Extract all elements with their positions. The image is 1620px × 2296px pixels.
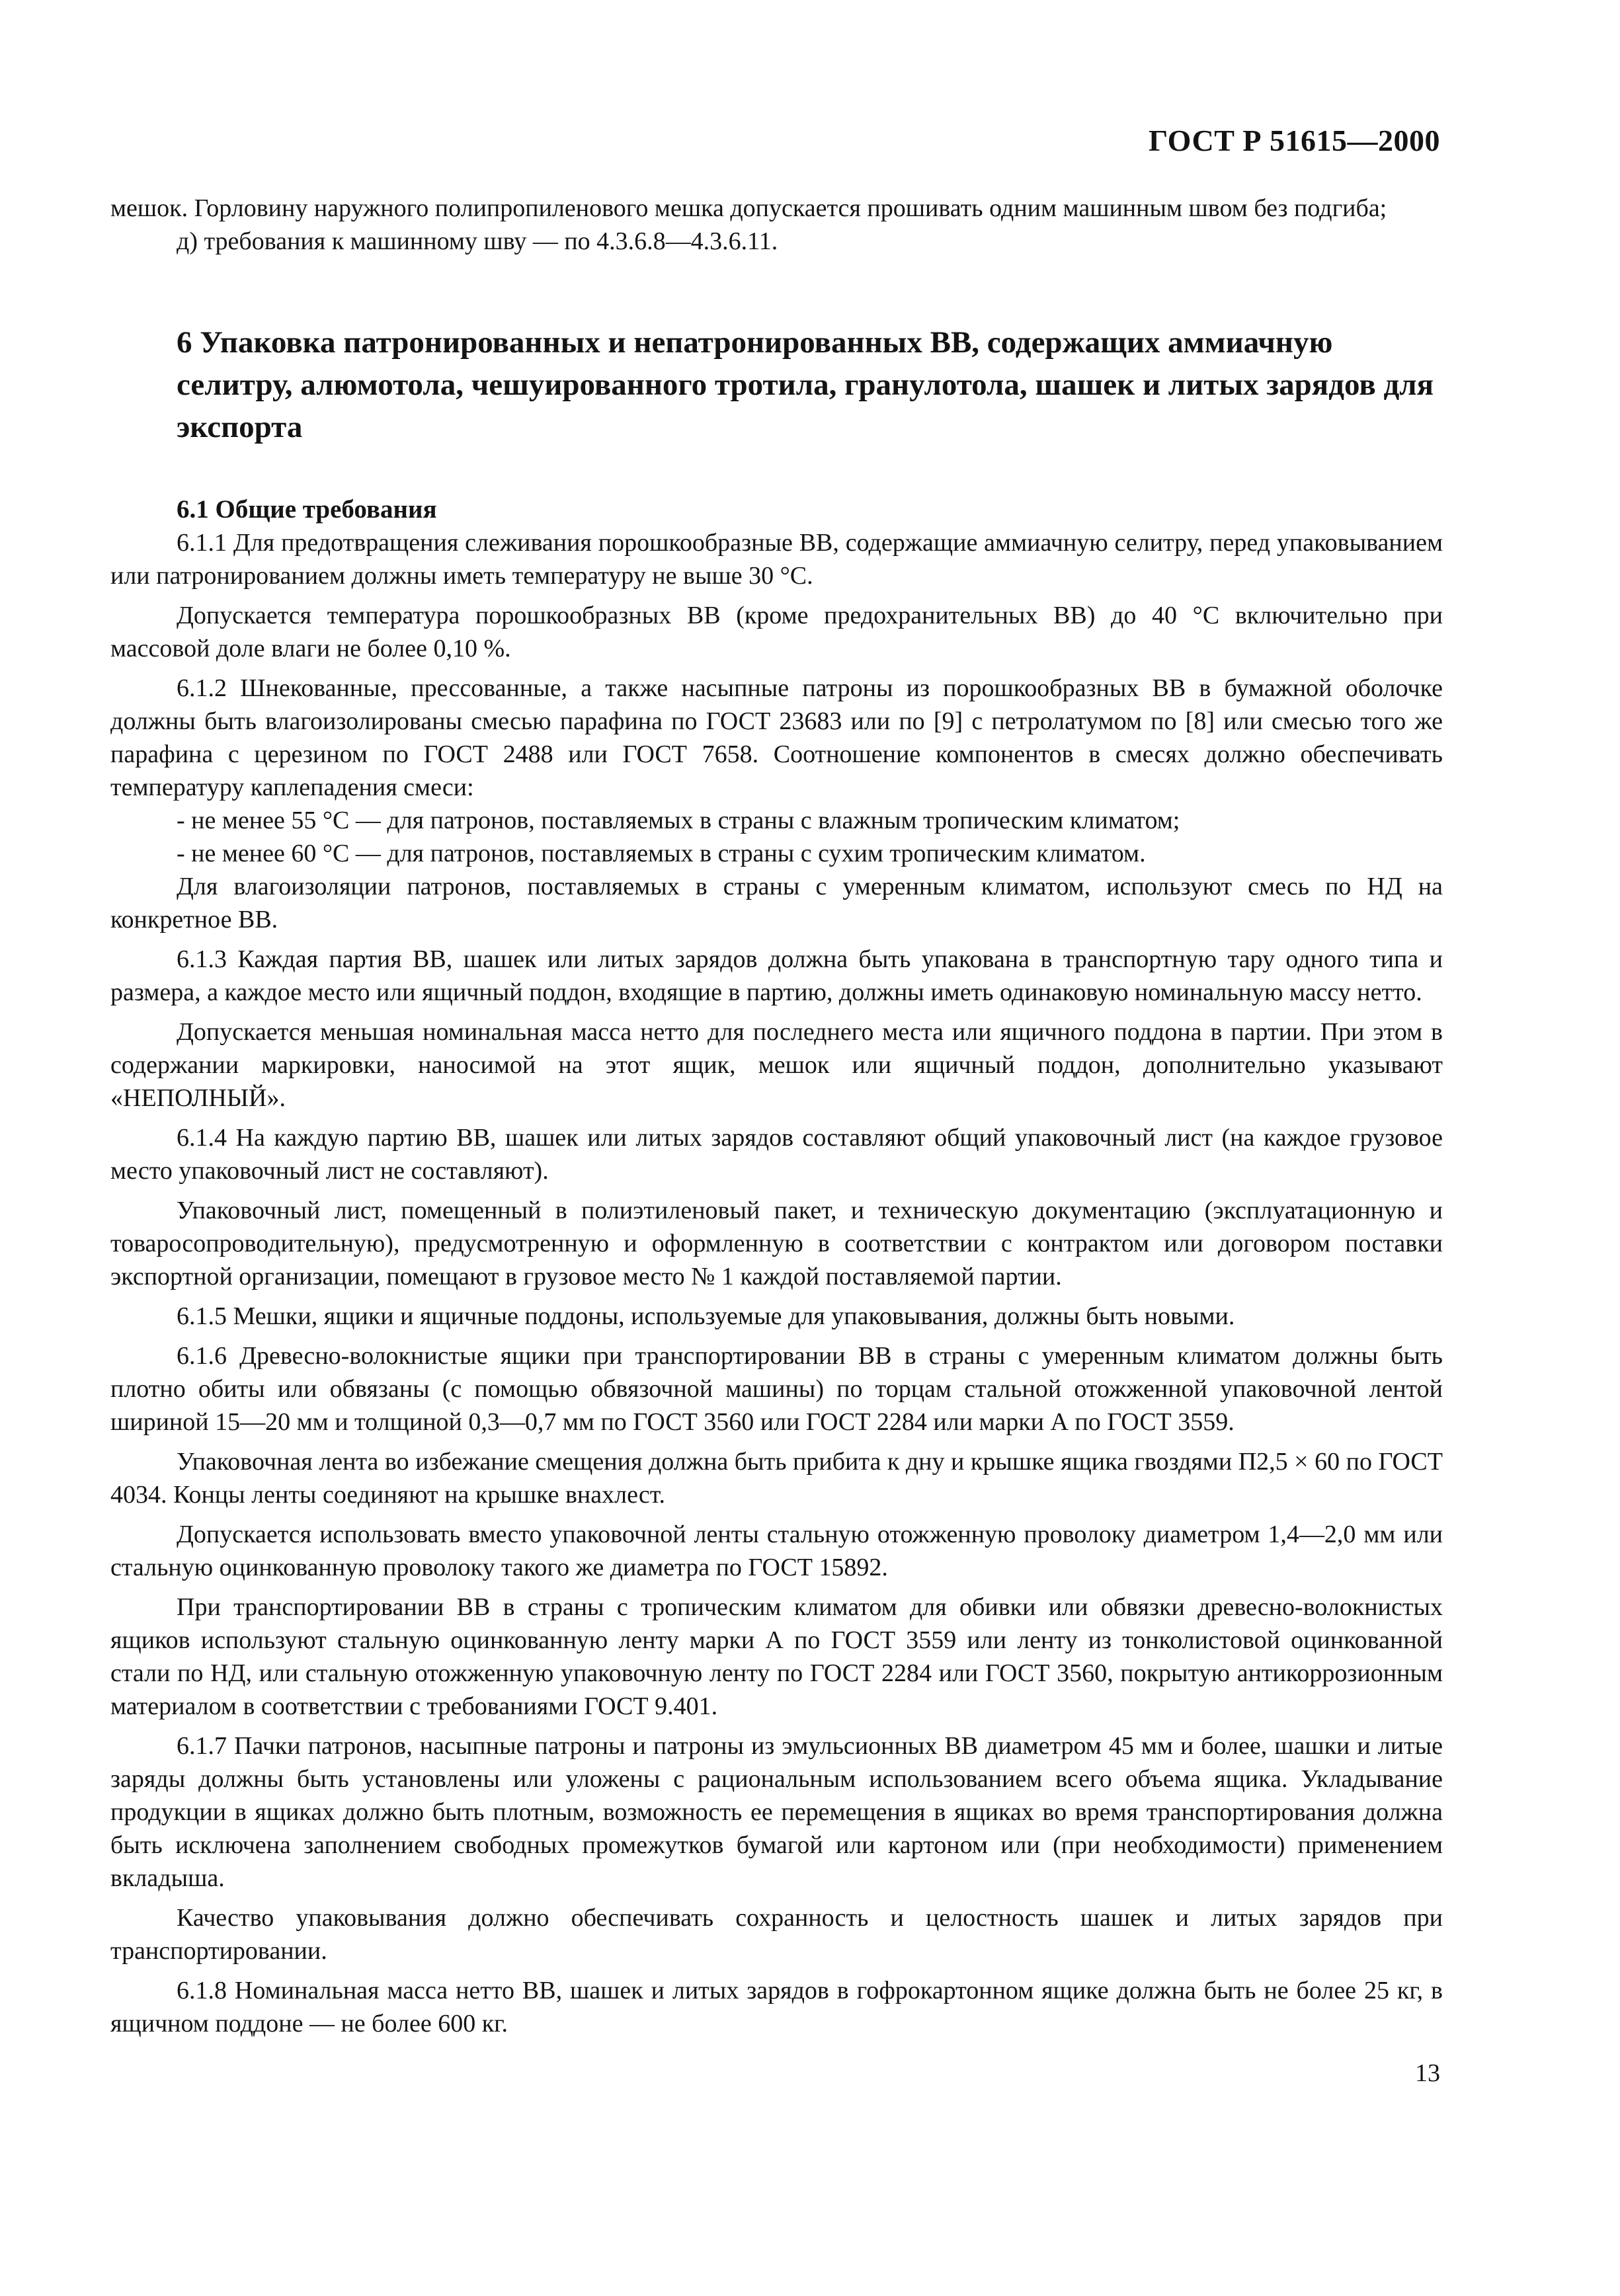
paragraph: 6.1.2 Шнекованные, прессованные, а также насыпные патроны из порошкообразных ВВ в бумажной оболочке должны быть влагоизолированы смесью парафина по ГОСТ 23683 или по [9] с петролатумом по [8] или смесью того же парафина с церезином по ГОСТ 2488 или ГОСТ 7658. Соотношение компонентов в смесях должно обеспечивать температуру каплепадения смеси: [110, 674, 1443, 801]
intro-paragraph: д) требования к машинному шву — по 4.3.6.8—4.3.6.11. [177, 227, 778, 255]
paragraph: При транспортировании ВВ в страны с тропическим климатом для обивки или обвязки древесно-волокнистых ящиков используют стальную оцинкованную ленту марки А по ГОСТ 3559 или ленту из тонколистовой оцинкованной стали по НД, или стальную отожженную упаковочную ленту по ГОСТ 2284 или ГОСТ 3560, покрытую антикоррозионным материалом в соответствии с требованиями ГОСТ 9.401. [110, 1593, 1443, 1720]
subsection-title: 6.1 Общие требования [177, 495, 437, 524]
paragraph: 6.1.7 Пачки патронов, насыпные патроны и патроны из эмульсионных ВВ диаметром 45 мм и более, шашки и литые заряды должны быть установлены или уложены с рациональным использованием всего объема ящика. Укладывание продукции в ящиках должно быть плотным, возможность ее перемещения в ящиках во время транспортирования должна быть исключена заполнением свободных промежутков бумагой или картоном или (при необходимости) применением вкладыша. [110, 1732, 1443, 1892]
paragraph: Упаковочный лист, помещенный в полиэтиленовый пакет, и техническую документацию (эксплуатационную и товаросопроводительную), предусмотренную и оформленную в соответствии с контрактом или договором поставки экспортной организации, помещают в грузовое место № 1 каждой поставляемой партии. [110, 1197, 1443, 1290]
paragraph: 6.1.6 Древесно-волокнистые ящики при транспортировании ВВ в страны с умеренным климатом должны быть плотно обиты или обвязаны (с помощью обвязочной машины) по торцам стальной отожженной упаковочной лентой шириной 15—20 мм и толщиной 0,3—0,7 мм по ГОСТ 3560 или ГОСТ 2284 или марки А по ГОСТ 3559. [110, 1342, 1443, 1436]
paragraph: 6.1.8 Номинальная масса нетто ВВ, шашек и литых зарядов в гофрокартонном ящике должна быть не более 25 кг, в ящичном поддоне — не более 600 кг. [110, 1977, 1443, 2038]
paragraph: Допускается использовать вместо упаковочной ленты стальную отожженную проволоку диаметром 1,4—2,0 мм или стальную оцинкованную проволоку такого же диаметра по ГОСТ 15892. [110, 1521, 1443, 1581]
list-item: - не менее 60 °С — для патронов, поставляемых в страны с сухим тропическим климатом. [177, 840, 1146, 867]
paragraph: 6.1.4 На каждую партию ВВ, шашек или литых зарядов составляют общий упаковочный лист (на каждое грузовое место упаковочный лист не составляют). [110, 1124, 1443, 1185]
paragraph: Допускается температура порошкообразных ВВ (кроме предохранительных ВВ) до 40 °С включительно при массовой доле влаги не более 0,10 %. [110, 602, 1443, 662]
paragraph: 6.1.5 Мешки, ящики и ящичные поддоны, используемые для упаковывания, должны быть новыми. [177, 1302, 1235, 1330]
paragraph: Качество упаковывания должно обеспечивать сохранность и целостность шашек и литых зарядов при транспортировании. [110, 1904, 1443, 1965]
document-body [110, 192, 1443, 2040]
standard-header: ГОСТ Р 51615—2000 [1149, 124, 1440, 157]
paragraph: Допускается меньшая номинальная масса нетто для последнего места или ящичного поддона в партии. При этом в содержании маркировки, наносимой на этот ящик, мешок или ящичный поддон, дополнительно указывают «НЕПОЛНЫЙ». [110, 1018, 1443, 1112]
paragraph: 6.1.1 Для предотвращения слеживания порошкообразные ВВ, содержащие аммиачную селитру, перед упаковыванием или патронированием должны иметь температуру не выше 30 °С. [110, 529, 1443, 590]
page-number: 13 [1415, 2059, 1440, 2087]
section-title: 6 Упаковка патронированных и непатронированных ВВ, содержащих аммиачную селитру, алюмотола, чешуированного тротила, гранулотола, шашек и литых зарядов для экспорта [177, 325, 1434, 444]
paragraph: Упаковочная лента во избежание смещения должна быть прибита к дну и крышке ящика гвоздями П2,5 × 60 по ГОСТ 4034. Концы ленты соединяют на крышке внахлест. [110, 1448, 1443, 1509]
list-item: - не менее 55 °С — для патронов, поставляемых в страны с влажным тропическим климатом; [177, 807, 1180, 834]
paragraph: 6.1.3 Каждая партия ВВ, шашек или литых зарядов должна быть упакована в транспортную тару одного типа и размера, а каждое место или ящичный поддон, входящие в партию, должны иметь одинаковую номинальную массу нетто. [110, 945, 1443, 1006]
intro-paragraph: мешок. Горловину наружного полипропиленового мешка допускается прошивать одним машинным швом без подгиба; [110, 194, 1387, 222]
paragraph: Для влагоизоляции патронов, поставляемых в страны с умеренным климатом, используют смесь по НД на конкретное ВВ. [110, 873, 1443, 933]
